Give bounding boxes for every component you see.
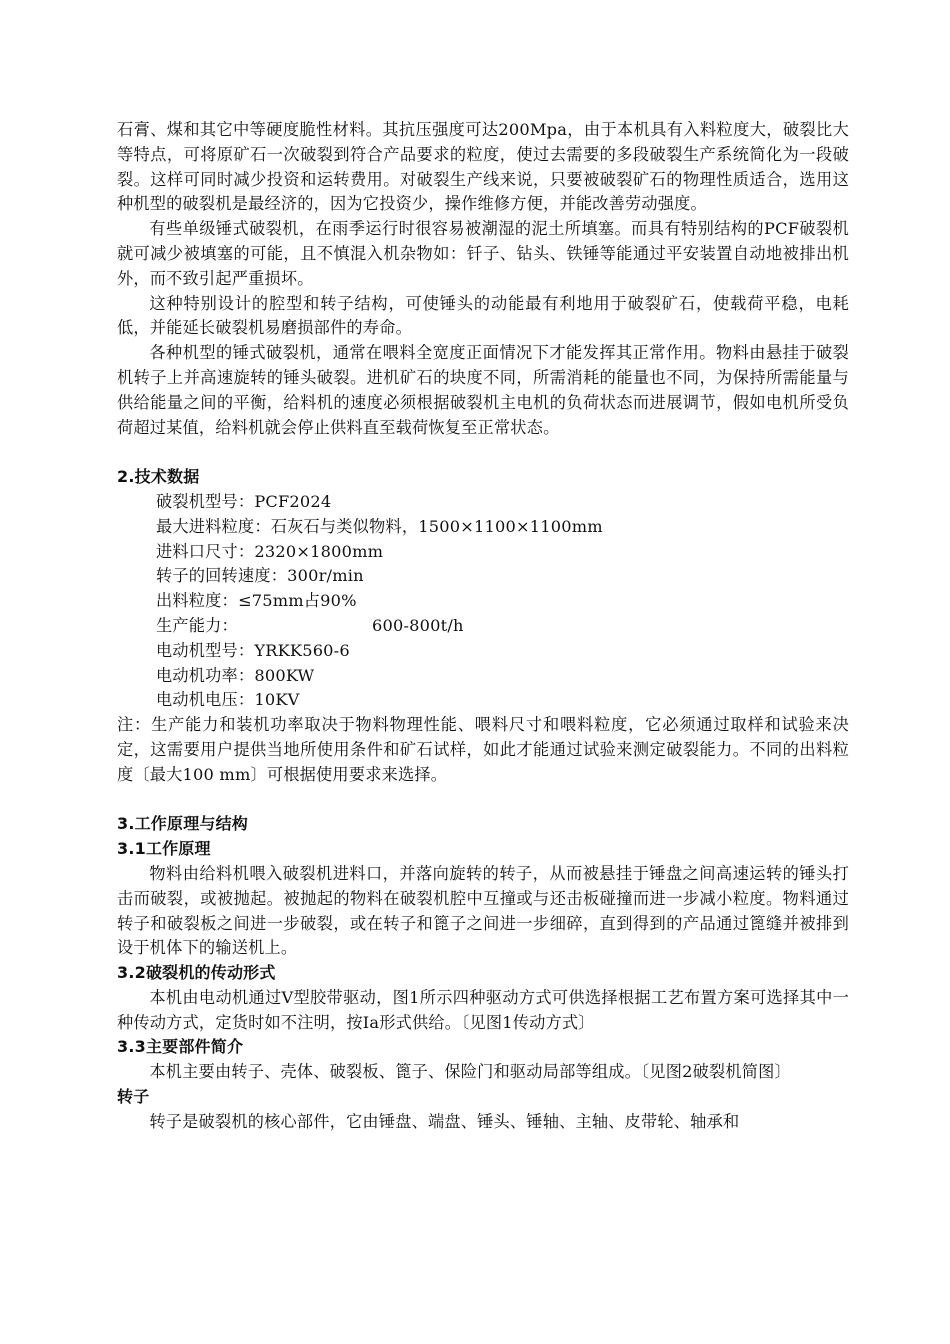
section-3-1-text: 物料由给料机喂入破裂机进料口，并落向旋转的转子，从而被悬挂于锤盘之间高速运转的锤头打击而破裂，或被抛起。被抛起的物料在破裂机腔中互撞或与还击板碰撞而进一步减小粒度。物料通过转子和破裂板之间进一步破裂，或在转子和篦子之间进一步细碎，直到得到的产品通过篦缝并被排到设于机体下的输送机上。 bbox=[117, 863, 849, 958]
spec-value: 石灰石与类似物料，1500×1100×1100mm bbox=[270, 516, 603, 536]
section-3-3-text: 本机主要由转子、壳体、破裂板、篦子、保险门和驱动局部等组成。〔见图2破裂机简图〕 bbox=[149, 1062, 791, 1082]
spec-item bbox=[117, 688, 849, 713]
spec-value: 300r/min bbox=[287, 566, 364, 586]
spec-item bbox=[117, 639, 849, 664]
spec-label: 转子的回转速度： bbox=[156, 566, 288, 586]
intro-paragraph-2: 有些单级锤式破裂机，在雨季运行时很容易被潮湿的泥土所填塞。而具有特别结构的PCF破裂机就可减少被填塞的可能，且不慎混入机杂物如：钎子、钻头、铁锤等能通过平安装置自动地被排出机外，而不致引起严重损坏。 bbox=[117, 219, 849, 288]
spec-label: 出料粒度： bbox=[156, 591, 238, 611]
spec-value: 2320×1800mm bbox=[254, 541, 384, 561]
section-3-1-heading: 3.1工作原理 bbox=[117, 839, 211, 859]
spec-item bbox=[117, 490, 849, 515]
spec-item bbox=[117, 614, 849, 639]
spec-item bbox=[117, 589, 849, 614]
rotor-heading: 转子 bbox=[117, 1087, 150, 1107]
intro-paragraph-4: 各种机型的锤式破裂机，通常在喂料全宽度正面情况下才能发挥其正常作用。物料由悬挂于破裂机转子上并高速旋转的锤头破裂。进机矿石的块度不同，所需消耗的能量也不同，为保持所需能量与供给能量之间的平衡，给料机的速度必须根据破裂机主电机的负荷状态而进展调节，假如电机所受负荷超过某值，给料机就会停止供料直至载荷恢复至正常状态。 bbox=[117, 343, 849, 437]
document-page bbox=[117, 118, 849, 1135]
spec-value: 10KV bbox=[254, 690, 300, 710]
intro-paragraph-1: 石膏、煤和其它中等硬度脆性材料。其抗压强度可达200Mpa，由于本机具有入料粒度大，破裂比大等特点，可将原矿石一次破裂到符合产品要求的粒度，使过去需要的多段破裂生产系统简化为一段破裂。这样可同时减少投资和运转费用。对破裂生产线来说，只要被破裂矿石的物理性质适合，选用这种机型的破裂机是最经济的，因为它投资少，操作维修方便，并能改善劳动强度。 bbox=[117, 120, 849, 214]
section-3-3-heading: 3.3主要部件简介 bbox=[117, 1037, 244, 1057]
section-3-2-heading: 3.2破裂机的传动形式 bbox=[117, 963, 276, 983]
spec-value: PCF2024 bbox=[254, 491, 332, 511]
spec-value: 600-800t/h bbox=[372, 615, 464, 635]
spec-note: 注：生产能力和装机功率取决于物料物理性能、喂料尺寸和喂料粒度，它必须通过取样和试验来决定，这需要用户提供当地所使用条件和矿石试样，如此才能通过试验来测定破裂能力。不同的出料粒度〔最大100 mm〕可根据使用要求来选择。 bbox=[117, 715, 849, 784]
spec-value: ≤75mm占90% bbox=[237, 591, 357, 611]
section-3-heading: 3.工作原理与结构 bbox=[117, 814, 249, 834]
spec-item bbox=[117, 564, 849, 589]
rotor-text: 转子是破裂机的核心部件，它由锤盘、端盘、锤头、锤轴、主轴、皮带轮、轴承和 bbox=[149, 1111, 740, 1131]
spec-label: 进料口尺寸： bbox=[156, 541, 255, 561]
spec-value: YRKK560-6 bbox=[254, 640, 350, 660]
spec-label: 电动机型号： bbox=[156, 640, 255, 660]
spec-label: 电动机电压： bbox=[156, 690, 255, 710]
spec-item bbox=[117, 540, 849, 565]
spec-list bbox=[117, 490, 849, 713]
spec-label: 破裂机型号： bbox=[156, 491, 255, 511]
spec-value: 800KW bbox=[254, 665, 315, 685]
spec-label: 电动机功率： bbox=[156, 665, 255, 685]
intro-paragraph-3: 这种特别设计的腔型和转子结构，可使锤头的动能最有利地用于破裂矿石，使载荷平稳，电耗低，并能延长破裂机易磨损部件的寿命。 bbox=[117, 293, 849, 338]
spec-label: 最大进料粒度： bbox=[156, 516, 271, 536]
spec-item bbox=[117, 515, 849, 540]
spec-item bbox=[117, 664, 849, 689]
spacer bbox=[117, 440, 849, 465]
spacer bbox=[117, 788, 849, 813]
spec-label: 生产能力： bbox=[156, 615, 238, 635]
section-2-heading: 2.技术数据 bbox=[117, 467, 200, 487]
section-3-2-text: 本机由电动机通过Ⅴ型胶带驱动，图1所示四种驱动方式可供选择根据工艺布置方案可选择其中一种传动方式，定货时如不注明，按Ia形式供给。〔见图1传动方式〕 bbox=[117, 987, 849, 1032]
